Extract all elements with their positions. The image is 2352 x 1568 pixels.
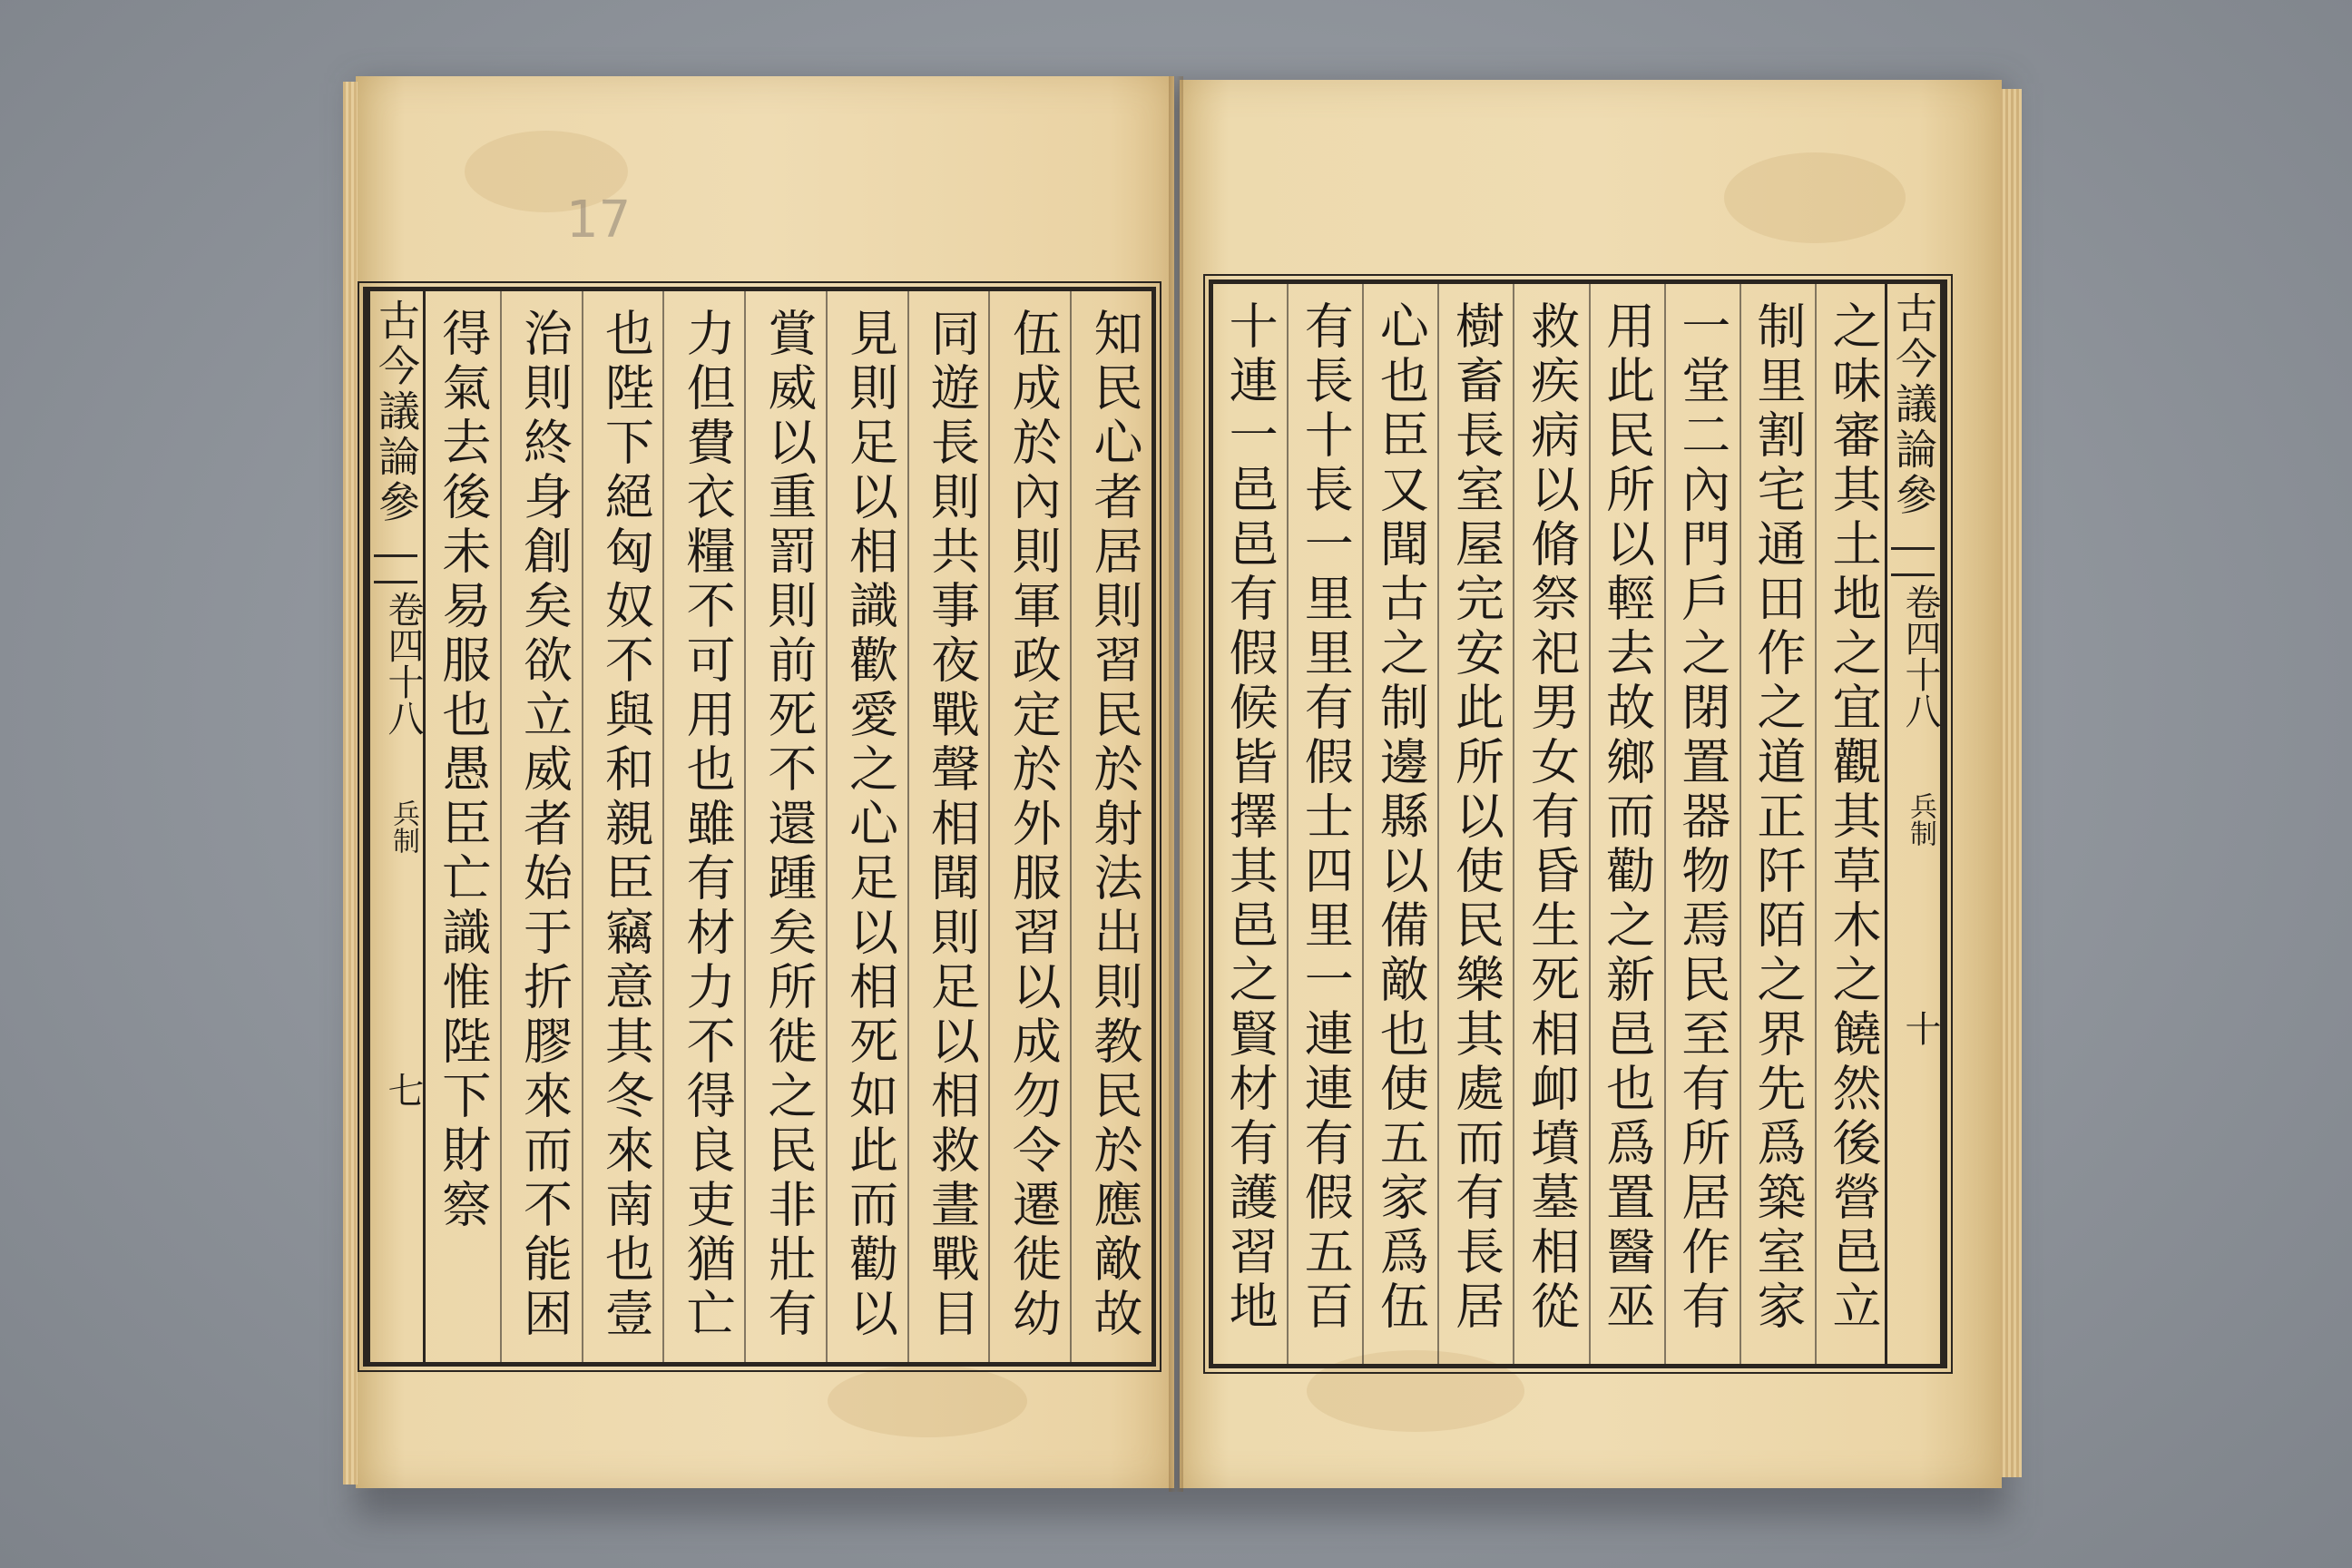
right-spine-volume: 卷四十八 bbox=[1899, 583, 1941, 729]
right-spine-title: 古今議論參 bbox=[1889, 291, 1938, 518]
text-column: 制里割宅通田作之道正阡陌之界先爲築室家 bbox=[1740, 284, 1815, 1364]
text-column: 同遊長則共事夜戰聲相聞則足以相救晝戰目 bbox=[907, 291, 989, 1362]
left-block-heart bbox=[368, 291, 426, 1362]
paper-stain bbox=[1724, 152, 1906, 243]
text-column: 之味審其土地之宜觀其草木之饒然後營邑立 bbox=[1815, 284, 1890, 1364]
text-column: 心也臣又聞古之制邊縣以備敵也使五家爲伍 bbox=[1362, 284, 1437, 1364]
right-fish-tail bbox=[1891, 547, 1935, 576]
right-page-edge bbox=[2000, 89, 2022, 1477]
left-fish-tail bbox=[374, 554, 417, 583]
text-column: 伍成於內則軍政定於外服習以成勿令遷徙幼 bbox=[988, 291, 1070, 1362]
text-column: 賞威以重罰則前死不還踵矣所徙之民非壯有 bbox=[744, 291, 826, 1362]
left-spine-section: 兵制 bbox=[387, 799, 419, 854]
text-column: 治則終身創矣欲立威者始于折膠來而不能困 bbox=[500, 291, 582, 1362]
text-column: 見則足以相識歡愛之心足以相死如此而勸以 bbox=[826, 291, 907, 1362]
paper-stain bbox=[828, 1365, 1027, 1437]
text-column: 知民心者居則習民於射法出則教民於應敵故 bbox=[1070, 291, 1152, 1362]
left-spine-title: 古今議論參 bbox=[372, 299, 421, 525]
text-column: 得氣去後未易服也愚臣亡識惟陛下財察 bbox=[434, 308, 492, 1233]
text-column: 十連一邑邑有假候皆擇其邑之賢材有護習地 bbox=[1221, 300, 1279, 1335]
right-text-frame bbox=[1209, 279, 1947, 1368]
text-column: 用此民所以輕去故鄉而勸之新邑也爲置醫巫 bbox=[1589, 284, 1664, 1364]
left-spine-volume: 卷四十八 bbox=[382, 591, 424, 736]
right-spine-folio: 十 bbox=[1899, 1010, 1941, 1046]
left-text-columns bbox=[420, 291, 1152, 1362]
right-spine-section: 兵制 bbox=[1905, 792, 1936, 847]
right-block-heart bbox=[1885, 284, 1943, 1364]
text-column: 也陛下絕匈奴不與和親臣竊意其冬來南也壹 bbox=[582, 291, 663, 1362]
pencil-mark: 17 bbox=[566, 191, 632, 250]
left-spine-folio: 七 bbox=[382, 1072, 424, 1108]
text-column: 有長十長一里里有假士四里一連連有假五百 bbox=[1287, 284, 1362, 1364]
text-column: 力但費衣糧不可用也雖有材力不得良吏猶亡 bbox=[662, 291, 744, 1362]
text-column: 救疾病以脩祭祀男女有昏生死相卹墳墓相從 bbox=[1513, 284, 1588, 1364]
right-text-columns bbox=[1213, 284, 1890, 1364]
text-column: 一堂二內門戶之閉置器物焉民至有所居作有 bbox=[1664, 284, 1740, 1364]
left-page-edge bbox=[343, 82, 358, 1485]
text-column: 樹畜長室屋完安此所以使民樂其處而有長居 bbox=[1437, 284, 1513, 1364]
book-gutter bbox=[1169, 76, 1183, 1492]
left-text-frame bbox=[363, 287, 1156, 1367]
